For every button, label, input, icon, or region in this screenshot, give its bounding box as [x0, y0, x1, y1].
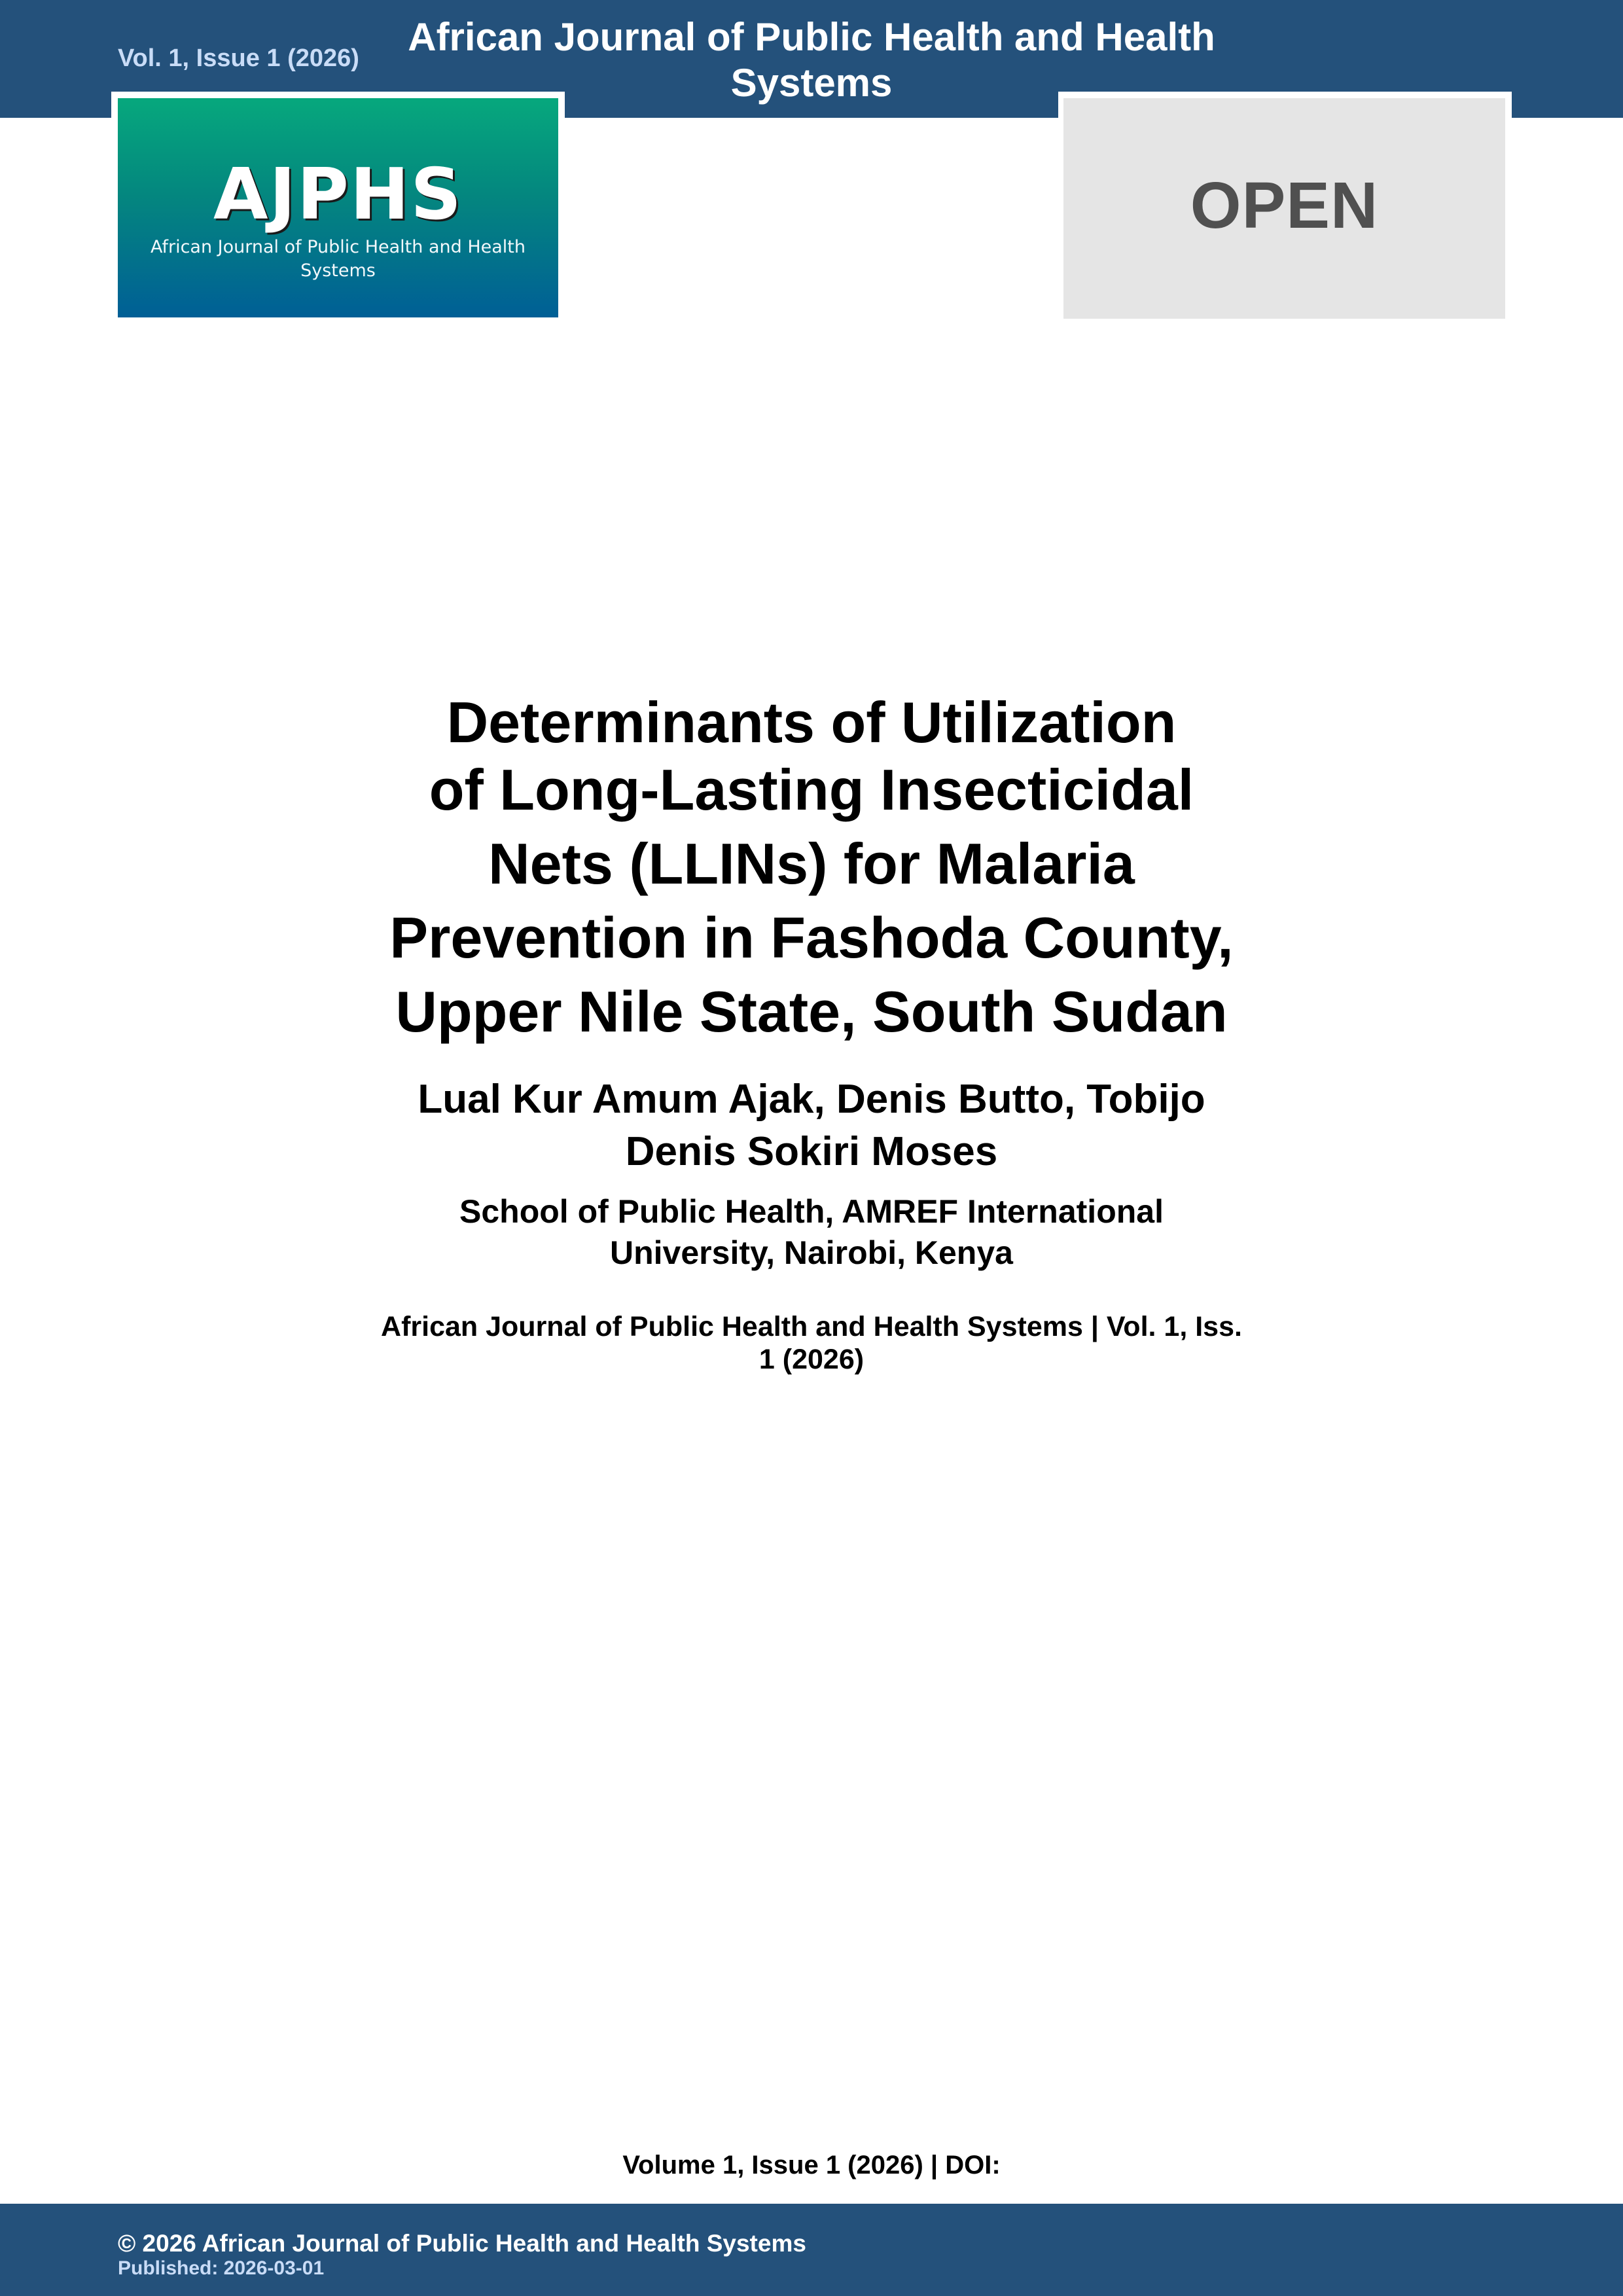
author-list: Lual Kur Amum Ajak, Denis Butto, Tobijo Denis Sokiri Moses: [418, 1077, 1205, 1174]
volume-issue-label: Vol. 1, Issue 1 (2026): [118, 45, 359, 72]
doi-line: Volume 1, Issue 1 (2026) | DOI:: [622, 2151, 1001, 2179]
copyright-notice: © 2026 African Journal of Public Health and Health Systems: [118, 2230, 806, 2257]
journal-title: African Journal of Public Health and Health Systems: [408, 15, 1215, 105]
logo-gradient-panel: [118, 98, 558, 317]
open-access-badge: [1058, 92, 1512, 324]
journal-logo: [111, 92, 565, 324]
author-affiliation: School of Public Health, AMREF International University, Nairobi, Kenya: [459, 1193, 1164, 1271]
logo-full-name: African Journal of Public Health and Health Systems: [150, 237, 526, 281]
article-title-rest: of Long-Lasting Insecticidal Nets (LLINs) for Malaria Prevention in Fashoda County, Upper Nile State, South Sudan: [389, 757, 1234, 1044]
article-header: [366, 692, 1257, 1376]
article-title: [366, 692, 1257, 1049]
open-badge-label: OPEN: [1190, 169, 1379, 242]
logo-abbreviation: AJPHS: [213, 154, 463, 236]
article-title-line1: Determinants of Utilization: [446, 690, 1177, 755]
journal-citation: African Journal of Public Health and Health Systems | Vol. 1, Iss. 1 (2026): [381, 1311, 1242, 1375]
footer-band: [0, 2204, 1623, 2296]
published-date: Published: 2026-03-01: [118, 2257, 325, 2279]
open-badge-panel: [1063, 98, 1505, 319]
